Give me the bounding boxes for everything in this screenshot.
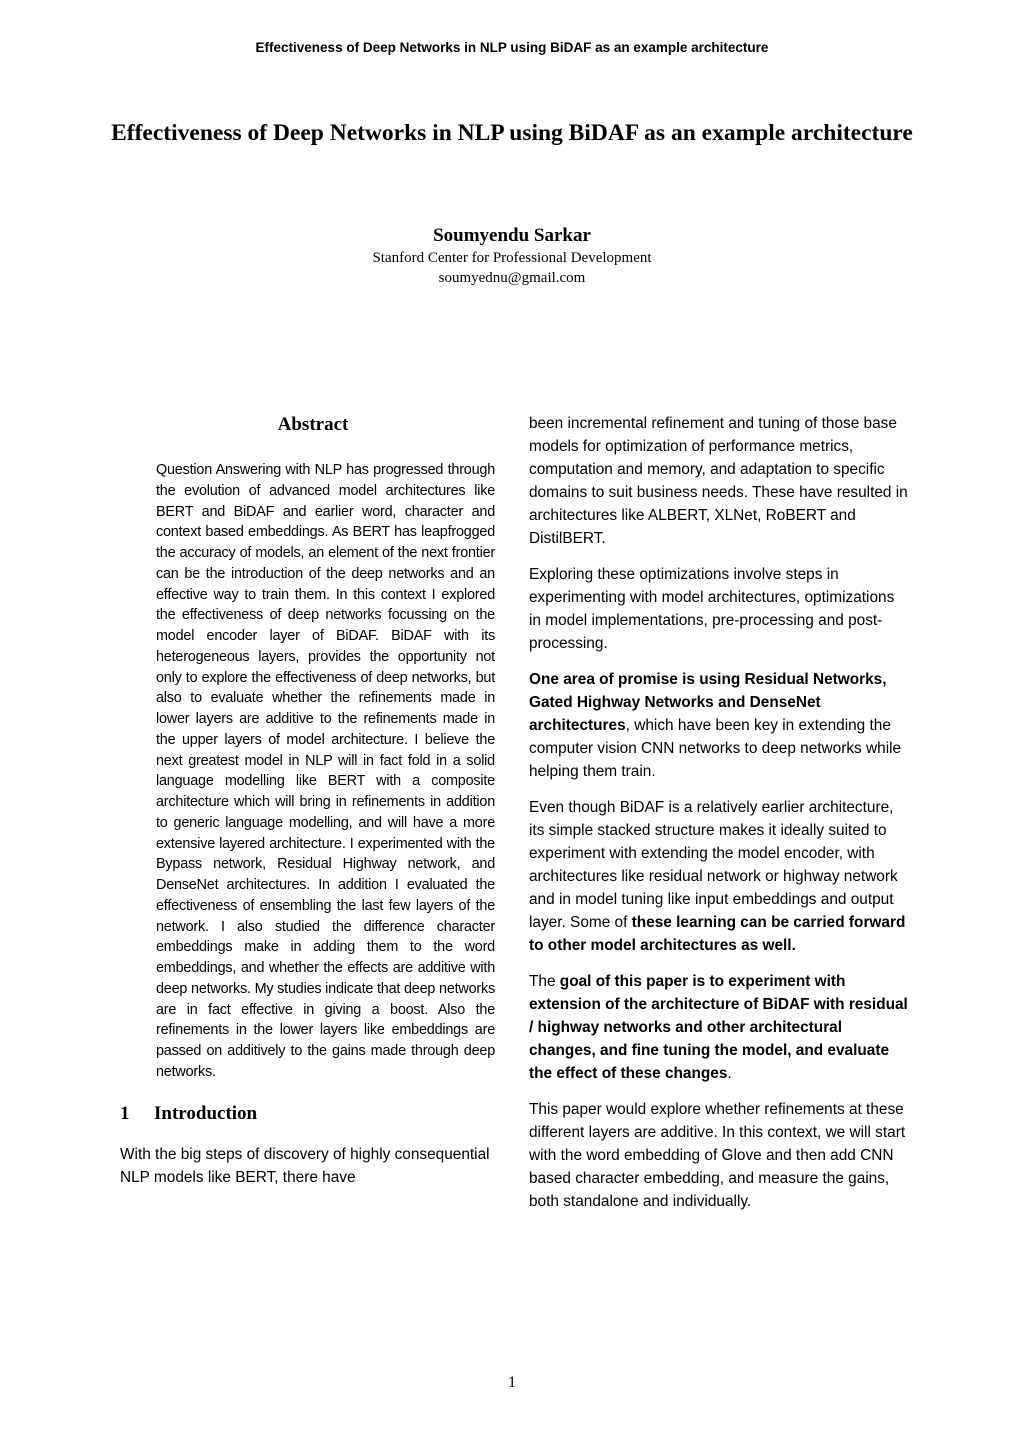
paragraph-5-bold: goal of this paper is to experiment with extension of the architecture of BiDAF with residual / highway networks and other architectural changes, and fine tuning the model, and evaluate the effect of these changes (529, 973, 908, 1082)
paragraph-1: been incremental refinement and tuning of those base models for optimization of performance metrics, computation and memory, and adaptation to specific domains to suit business needs. These have resulted in architectures like ALBERT, XLNet, RoBERT and DistilBERT. (529, 415, 908, 547)
author-block (0, 224, 1024, 288)
right-column (529, 412, 909, 1226)
author-email: soumyednu@gmail.com (438, 270, 586, 286)
paragraph-6: This paper would explore whether refinements at these different layers are additive. In this context, we will start with the word embedding of Glove and then add CNN based character embedding, and measure the gains, both standalone and individually. (529, 1101, 906, 1210)
paragraph-4 (529, 796, 909, 957)
paragraph-2: Exploring these optimizations involve steps in experimenting with model architectures, optimizations in model implementations, pre-processing and post-processing. (529, 566, 895, 652)
running-header: Effectiveness of Deep Networks in NLP using BiDAF as an example architecture (255, 40, 769, 55)
paragraph-5-normal: The (529, 973, 560, 990)
section-number: 1 (120, 1102, 130, 1124)
paper-title: Effectiveness of Deep Networks in NLP using BiDAF as an example architecture (111, 120, 913, 146)
paragraph-5 (529, 970, 909, 1085)
paragraph-4-bold: these learning can be carried forward to other model architectures as well. (529, 914, 906, 954)
paragraph-4-normal: Even though BiDAF is a relatively earlier architecture, its simple stacked structure makes it ideally suited to experiment with extending the model encoder, with architectures like residual network or highway network and in model tuning like input embeddings and output layer. Some of (529, 799, 898, 931)
left-column (120, 414, 498, 1189)
author-affiliation: Stanford Center for Professional Development (372, 250, 652, 266)
introduction-text: With the big steps of discovery of highly consequential NLP models like BERT, there have (120, 1145, 490, 1186)
paragraph-3-bold: One area of promise is using Residual Networks, Gated Highway Networks and DenseNet architectures (529, 671, 887, 734)
paragraph-3-rest: , which have been key in extending the computer vision CNN networks to deep networks while helping them train. (529, 717, 902, 780)
section-title: Introduction (154, 1102, 258, 1124)
paragraph-3 (529, 668, 909, 783)
introduction-heading (120, 1103, 498, 1125)
abstract-heading: Abstract (277, 414, 349, 435)
abstract-text: Question Answering with NLP has progressed through the evolution of advanced model architectures like BERT and BiDAF and earlier word, character and context based embeddings. As BERT has leapfrogged the accuracy of models, an element of the next frontier can be the introduction of the deep networks and an effective way to train them. In this context I explored the effectiveness of deep networks focussing on the model encoder layer of BiDAF. BiDAF with its heterogeneous layers, provides the opportunity not only to explore the effectiveness of deep networks, but also to evaluate whether the refinements made in lower layers are additive to the refinements made in the upper layers of model architecture. I believe the next greatest model in NLP will in fact fold in a solid language modelling like BERT with a composite architecture which will bring in refinements in addition to generic language modelling, and will have a more extensive layered architecture. I experimented with the Bypass network, Residual Highway network, and DenseNet architectures. In addition I evaluated the effectiveness of ensembling the last few layers of the network. I also studied the difference character embeddings make in adding them to the word embeddings, and whether the effects are additive with deep networks. My studies indicate that deep networks are in fact effective in giving a boost. Also the refinements in the lower layers like embeddings are passed on additively to the gains made through deep networks. (156, 462, 495, 1080)
paragraph-5-end: . (727, 1065, 732, 1082)
page-number: 1 (508, 1374, 516, 1391)
author-name: Soumyendu Sarkar (433, 225, 591, 246)
